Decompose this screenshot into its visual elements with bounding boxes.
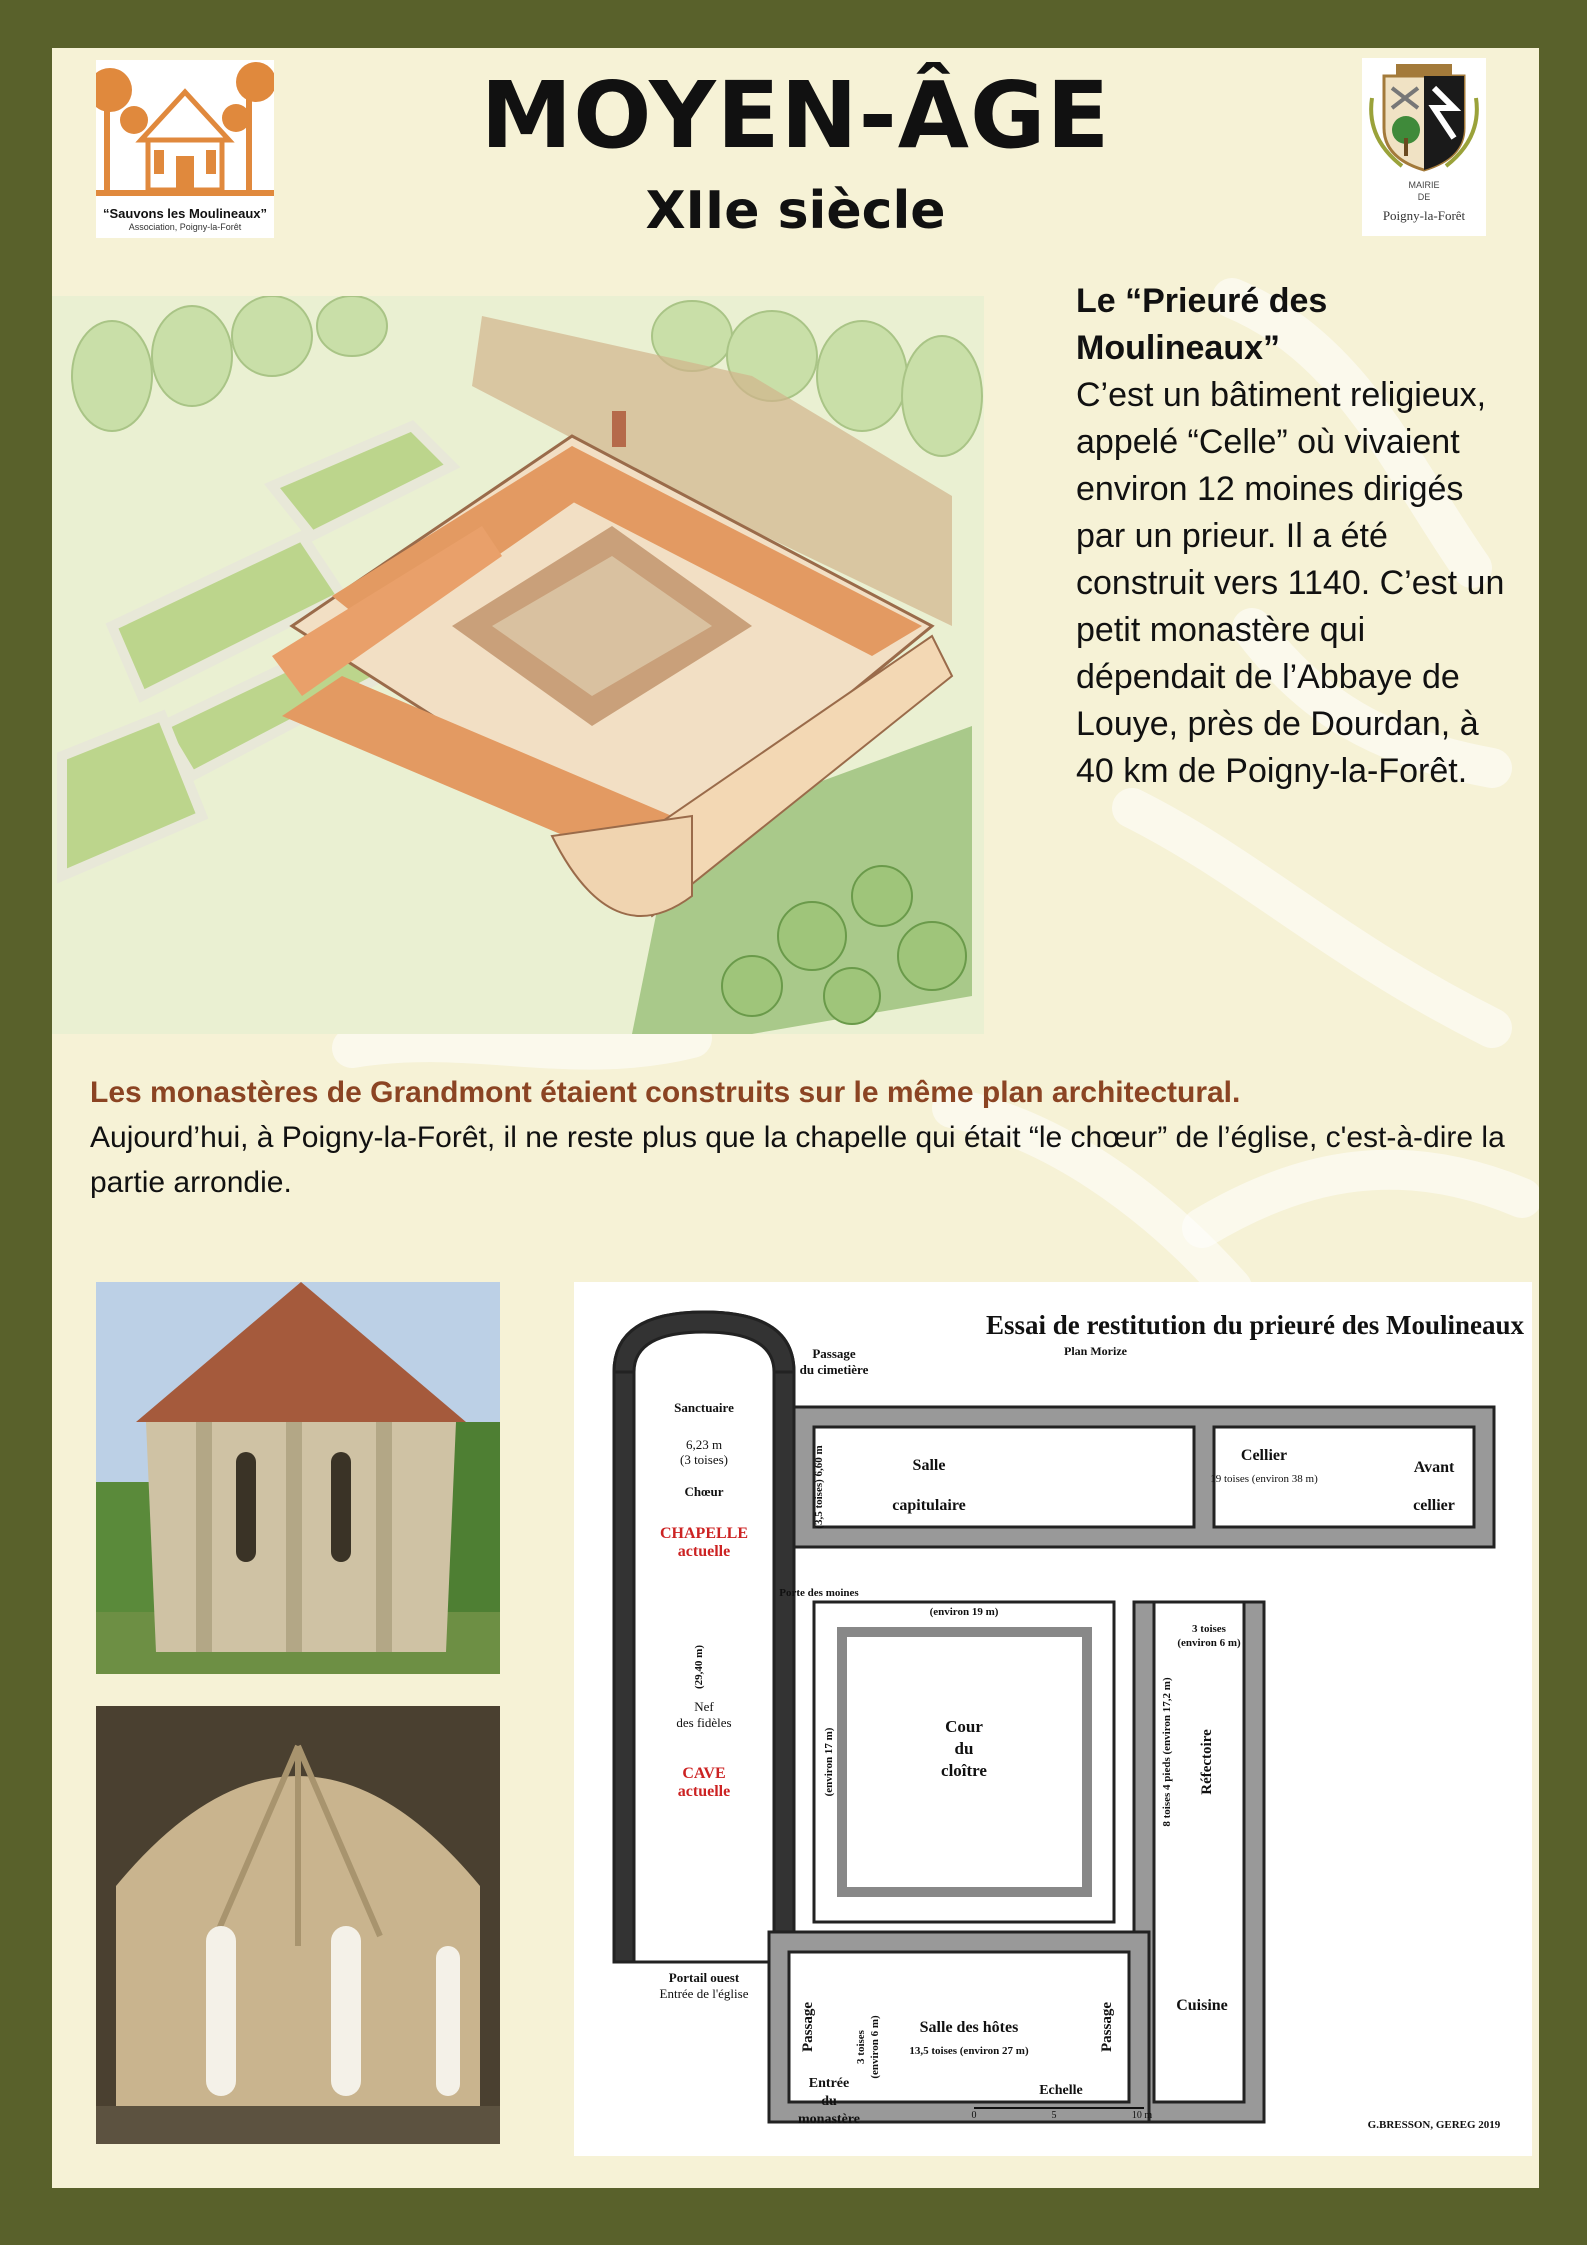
label-portail-2: Entrée de l'église	[659, 1986, 749, 2001]
chapel-interior-drawing	[96, 1706, 500, 2144]
label-passage-cimetiere-2: du cimetière	[799, 1362, 869, 1377]
priory-aerial-drawing	[52, 296, 984, 1034]
mairie-line1: MAIRIE	[1408, 180, 1440, 190]
label-choeur: Chœur	[684, 1484, 724, 1499]
plan-title: Essai de restitution du prieuré des Moulineaux	[985, 1310, 1524, 1340]
chapel-exterior-drawing	[96, 1282, 500, 1674]
label-entree-2: du	[821, 2094, 837, 2109]
label-nef-2: des fidèles	[676, 1715, 732, 1730]
page-subtitle: XIIe siècle	[645, 181, 946, 241]
label-toises3-b: (environ 6 m)	[1177, 1637, 1241, 1649]
label-entree-3: monastère	[798, 2112, 860, 2127]
label-salle-2: capitulaire	[892, 1497, 966, 1514]
label-env17: (environ 17 m)	[823, 1727, 835, 1797]
label-sanctuaire: Sanctuaire	[674, 1400, 734, 1415]
priory-floor-plan	[574, 1282, 1532, 2156]
label-cour-1: Cour	[945, 1717, 983, 1736]
label-hotes: Salle des hôtes	[919, 2019, 1019, 2036]
label-echelle: Echelle	[1039, 2083, 1083, 2098]
label-cellier-dim: 19 toises (environ 38 m)	[1210, 1473, 1318, 1485]
label-dim-2940: (29,40 m)	[693, 1645, 705, 1689]
label-cour-2: du	[954, 1739, 974, 1758]
label-scale-5: 5	[1051, 2110, 1057, 2121]
grandmont-paragraph	[90, 1070, 1510, 1205]
grandmont-heading: Les monastères de Grandmont étaient construits sur le même plan architectural.	[90, 1076, 1241, 1109]
label-dim-660: (3,5 toises) 6,60 m	[813, 1445, 825, 1529]
label-dim-3toises: (3 toises)	[679, 1452, 729, 1467]
association-name: “Sauvons les Moulineaux”	[103, 206, 267, 221]
label-refectoire-dim: 8 toises 4 pieds (environ 17,2 m)	[1161, 1677, 1173, 1827]
chapel-exterior-photo	[96, 1282, 500, 1674]
label-cour-3: cloître	[941, 1761, 987, 1780]
mairie-crest	[1362, 58, 1486, 236]
label-hotes-len: 13,5 toises (environ 27 m)	[909, 2045, 1029, 2057]
label-credit: G.BRESSON, GEREG 2019	[1367, 2119, 1501, 2131]
mairie-line3: Poigny-la-Forêt	[1382, 208, 1466, 223]
label-avant-1: Avant	[1413, 1459, 1455, 1476]
priory-plan	[574, 1282, 1532, 2156]
grandmont-body: Aujourd’hui, à Poigny-la-Forêt, il ne reste plus que la chapelle qui était “le chœur” de l’église, c'est-à-dire la partie arrondie.	[90, 1121, 1505, 1199]
coat-of-arms-icon	[1362, 58, 1486, 176]
intro-heading: Le “Prieuré des Moulineaux”	[1076, 282, 1328, 367]
poster-panel	[52, 48, 1539, 2188]
label-scale-10: 10 m	[1131, 2110, 1153, 2121]
label-passage-right: Passage	[1099, 2002, 1115, 2052]
label-cellier: Cellier	[1240, 1447, 1288, 1464]
label-toises3-a: 3 toises	[1192, 1623, 1226, 1635]
priory-illustration	[52, 296, 984, 1034]
label-cave-2: actuelle	[677, 1783, 731, 1800]
label-avant-2: cellier	[1413, 1497, 1455, 1514]
label-passage-left: Passage	[800, 2002, 816, 2052]
chapel-interior-photo	[96, 1706, 500, 2144]
label-hotes-dim-b: (environ 6 m)	[869, 2015, 881, 2079]
label-salle-1: Salle	[912, 1457, 946, 1474]
label-passage-cimetiere-1: Passage	[812, 1346, 856, 1361]
page-title: MOYEN-ÂGE	[480, 62, 1111, 169]
label-env19: (environ 19 m)	[929, 1606, 999, 1618]
label-portail-1: Portail ouest	[668, 1970, 740, 1985]
label-entree-1: Entrée	[808, 2076, 850, 2091]
plan-subtitle: Plan Morize	[1064, 1344, 1127, 1358]
intro-text-block	[1076, 278, 1516, 795]
label-cuisine: Cuisine	[1176, 1997, 1228, 2014]
mairie-line2: DE	[1417, 192, 1431, 202]
label-chapelle-2: actuelle	[677, 1543, 731, 1560]
label-porte-moines: Porte des moines	[779, 1587, 859, 1599]
label-hotes-dim-a: 3 toises	[855, 2030, 867, 2064]
label-refectoire: Réfectoire	[1199, 1729, 1215, 1795]
label-chapelle-1: CHAPELLE	[659, 1525, 749, 1542]
label-cave-1: CAVE	[682, 1765, 726, 1782]
label-dim-623: 6,23 m	[685, 1437, 723, 1452]
label-scale-0: 0	[971, 2110, 977, 2121]
label-nef-1: Nef	[694, 1699, 714, 1714]
intro-body: C’est un bâtiment religieux, appelé “Celle” où vivaient environ 12 moines dirigés par un prieur. Il a été construit vers 1140. C’est un petit monastère qui dépendait de l’Abbaye de Louye, près de Dourdan, à 40 km de Poigny-la-Forêt.	[1076, 376, 1505, 790]
association-subline: Association, Poigny-la-Forêt	[128, 222, 242, 232]
